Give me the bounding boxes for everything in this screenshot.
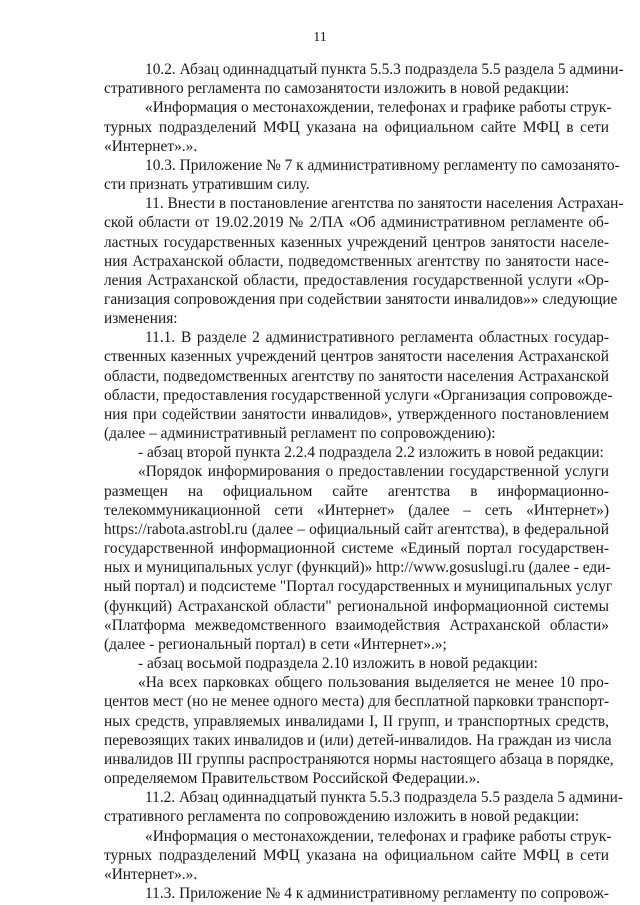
text-line: ления Астраханской области, предоставления государственной услуги «Ор- [104,271,609,289]
text-line: (далее - региональный портал) в сети «Интернет».»; [104,635,447,653]
text-line: (функций) Астраханской области" региональной информационной системы [104,597,609,615]
text-line: ный портал) и подсистеме "Портал государственных и муниципальных услуг [104,578,613,596]
text-line: ных средств, управляемых инвалидами I, II групп, и транспортных средств, [104,712,609,730]
text-line: 10.3. Приложение № 7 к административному регламенту по самозанято- [145,156,620,174]
text-line: ния при содействии занятости инвалидов», утвержденного постановлением [104,405,609,423]
text-line: - абзац второй пункта 2.2.4 подраздела 2.2 изложить в новой редакции: [138,444,604,462]
text-line: области, предоставления государственной услуги «Организация сопровожде- [104,386,613,404]
text-line: «На всех парковках общего пользования выделяется не менее 10 про- [138,674,609,692]
page-number: 11 [313,30,327,45]
text-line: центов мест (но не менее одного места) для бесплатной парковки транспорт- [104,693,610,711]
text-line: турных подразделений МФЦ указана на официальном сайте МФЦ в сети [104,118,609,136]
text-line: стративного регламента по сопровождению изложить в новой редакции: [104,808,580,826]
text-line: инвалидов III группы распространяются нормы настоящего абзаца в порядке, [104,750,614,768]
text-line: (далее – административный регламент по сопровождению): [104,425,496,443]
text-line: ния Астраханской области, подведомственных агентству по занятости насе- [104,252,609,270]
text-line: 11.1. В разделе 2 административного регламента областных государ- [145,329,609,347]
text-line: https://rabota.astrobl.ru (далее – официальный сайт агентства), в федеральной [104,520,609,538]
text-line: «Платформа межведомственного взаимодействия Астраханской области» [104,616,609,634]
text-line: изменения: [104,310,178,328]
text-line: сти признать утратившим силу. [104,176,310,193]
text-line: телекоммуникационной сети «Интернет» (далее – сеть «Интернет») [104,501,609,519]
text-line: 10.2. Абзац одиннадцатый пункта 5.5.3 подраздела 5.5 раздела 5 админи- [145,61,624,78]
text-line: ных и муниципальных услуг (функций)» http://www.gosuslugi.ru (далее - еди- [104,559,611,577]
text-line: ской области от 19.02.2019 № 2/ПА «Об административном регламенте об- [104,214,609,232]
text-line: стративного регламента по самозанятости изложить в новой редакции: [104,80,570,98]
text-line: «Интернет».». [104,137,198,155]
text-line: «Порядок информирования о предоставлении государственной услуги [138,463,609,481]
text-line: государственной информационной системе «Единый портал государствен- [104,540,609,558]
text-line: ганизация сопровождения при содействии занятости инвалидов»» следующие [104,291,618,308]
text-line: перевозящих таких инвалидов и (или) детей-инвалидов. На граждан из числа [104,731,612,749]
text-line: 11.2. Абзац одиннадцатый пункта 5.5.3 подраздела 5.5 раздела 5 админи- [145,789,624,807]
text-line: размещен на официальном сайте агентства в информационно- [104,482,609,500]
text-line: «Информация о местонахождении, телефонах и графике работы струк- [145,827,612,845]
text-line: «Информация о местонахождении, телефонах и графике работы струк- [145,99,612,117]
text-line: определяемом Правительством Российской Федерации.». [104,770,481,787]
text-line: области, подведомственных агентству по занятости населения Астраханской [104,367,609,385]
text-line: 11.3. Приложение № 4 к административному регламенту по сопровож- [145,885,609,902]
text-line: 11. Внести в постановление агентства по занятости населения Астрахан- [145,195,624,213]
text-line: ластных государственных казенных учреждений центров занятости населе- [104,233,609,251]
text-line: турных подразделений МФЦ указана на официальном сайте МФЦ в сети [104,846,609,864]
text-line: «Интернет».». [104,865,198,883]
text-line: - абзац восьмой подраздела 2.10 изложить в новой редакции: [138,655,538,672]
text-line: ственных казенных учреждений центров занятости населения Астраханской [104,348,609,366]
